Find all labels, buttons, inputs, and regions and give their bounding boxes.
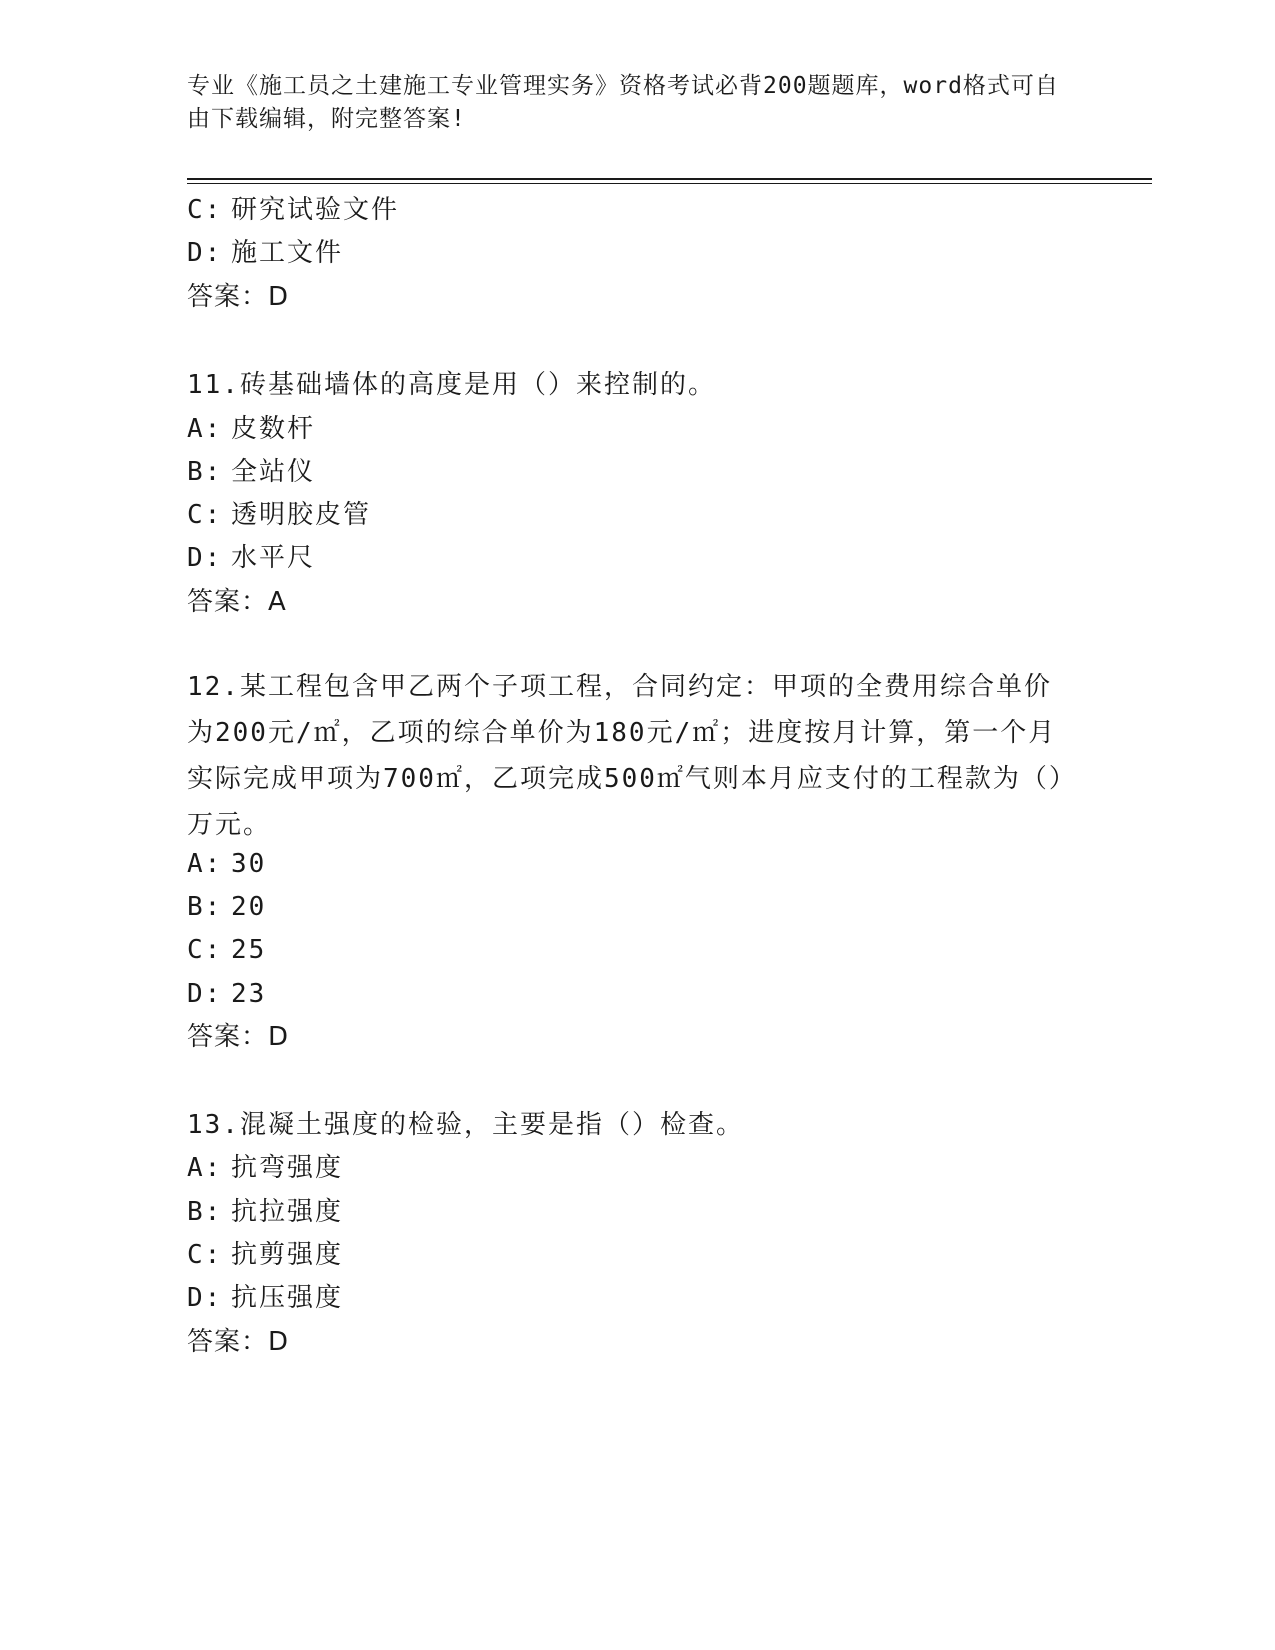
header-divider-thin: [187, 183, 1152, 184]
option-label: C:: [187, 195, 223, 225]
option-c: [187, 498, 371, 532]
document-header: 专业《施工员之土建施工专业管理实务》资格考试必背200题题库，word格式可自由下载编辑，附完整答案!: [187, 73, 1059, 132]
option-text: 研究试验文件: [231, 195, 400, 225]
option-d: [187, 1281, 343, 1315]
option-d: [187, 236, 343, 270]
option-text: 23: [231, 979, 267, 1009]
header-divider-thick: [187, 178, 1152, 180]
option-label: B:: [187, 457, 223, 487]
option-text: 抗剪强度: [231, 1240, 344, 1270]
option-label: D:: [187, 543, 223, 573]
option-text: 20: [231, 892, 267, 922]
option-text: 全站仪: [231, 457, 316, 487]
option-c: [187, 933, 266, 967]
option-d: [187, 977, 266, 1011]
option-label: D:: [187, 1283, 223, 1313]
question-13: 13.混凝土强度的检验，主要是指（）检查。: [187, 1110, 744, 1140]
option-label: D:: [187, 238, 223, 268]
option-b: [187, 455, 315, 489]
option-text: 皮数杆: [231, 414, 316, 444]
answer-line: 答案：D: [187, 1022, 290, 1052]
option-label: C:: [187, 500, 223, 530]
answer-line: 答案：D: [187, 1327, 290, 1357]
question-11: 11.砖基础墙体的高度是用（）来控制的。: [187, 370, 716, 400]
option-d: [187, 541, 315, 575]
option-text: 抗弯强度: [231, 1153, 344, 1183]
option-label: C:: [187, 1240, 223, 1270]
option-label: D:: [187, 979, 223, 1009]
answer-line: 答案：D: [187, 282, 290, 312]
option-a: [187, 1151, 343, 1185]
option-b: [187, 890, 266, 924]
answer-line: 答案：A: [187, 587, 287, 617]
option-label: A:: [187, 849, 223, 879]
option-text: 30: [231, 849, 267, 879]
option-b: [187, 1195, 343, 1229]
option-text: 抗拉强度: [231, 1197, 344, 1227]
option-c: [187, 193, 399, 227]
option-c: [187, 1238, 343, 1272]
option-label: C:: [187, 935, 223, 965]
option-text: 水平尺: [231, 543, 316, 573]
option-label: A:: [187, 414, 223, 444]
option-text: 25: [231, 935, 267, 965]
option-label: B:: [187, 1197, 223, 1227]
question-12: 12.某工程包含甲乙两个子项工程，合同约定：甲项的全费用综合单价为200元/㎡，乙项的综合单价为180元/㎡；进度按月计算，第一个月实际完成甲项为700㎡，乙项完成500㎡气则本月应支付的工程款为（）万元。: [187, 672, 1077, 840]
option-text: 抗压强度: [231, 1283, 344, 1313]
option-label: B:: [187, 892, 223, 922]
option-a: [187, 847, 266, 881]
option-label: A:: [187, 1153, 223, 1183]
option-a: [187, 412, 315, 446]
option-text: 施工文件: [231, 238, 344, 268]
option-text: 透明胶皮管: [231, 500, 372, 530]
